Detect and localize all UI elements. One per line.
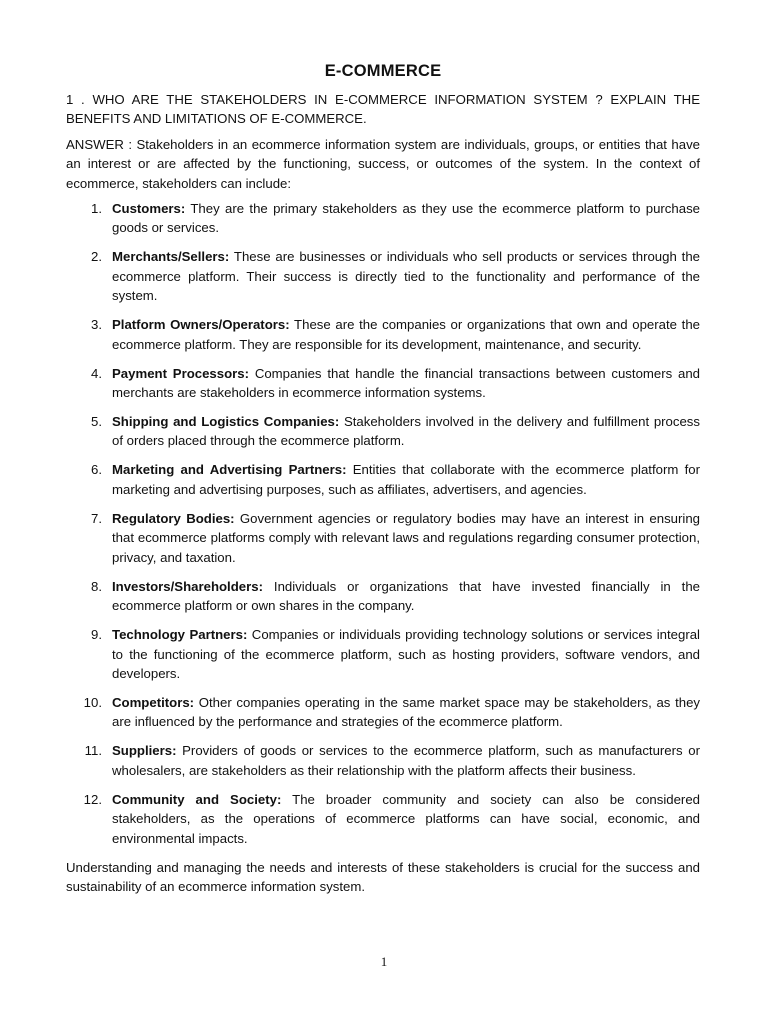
list-item-term: Community and Society: [112,791,282,807]
list-item [66,315,700,354]
list-item-number: 2. [91,249,102,265]
list-item [66,693,700,732]
list-item-description: Providers of goods or services to the ecommerce platform, such as manufacturers or wholesalers, are stakeholders as their relationship with the platform affects their business. [112,743,700,778]
conclusion-text: Understanding and managing the needs and interests of these stakeholders is crucial for the success and sustainability of an ecommerce information system. [66,859,700,894]
list-item-description: Other companies operating in the same market space may be stakeholders, as they are influenced by the performance and strategies of the ecommerce platform. [112,694,700,730]
list-item-term: Merchants/Sellers: [112,249,230,265]
list-item [66,364,700,403]
list-item-description: They are the primary stakeholders as they use the ecommerce platform to purchase goods or services. [112,201,700,236]
list-item-description: Stakeholders involved in the delivery and fulfillment process of orders placed through the ecommerce platform. [112,414,700,449]
list-item-description: The broader community and society can also be considered stakeholders, as the operations of ecommerce platforms can have social, economic, and environmental impacts. [112,791,700,846]
list-item-number: 10. [83,694,102,710]
list-item-term: Marketing and Advertising Partners: [112,462,347,478]
list-item-description: Government agencies or regulatory bodies may have an interest in ensuring that ecommerce platforms comply with relevant laws and regulations regarding consumer protection, privacy, and taxation. [112,510,700,565]
list-item [66,577,700,616]
stakeholder-list [66,199,700,848]
list-item-term: Competitors: [112,694,195,710]
list-item-term: Payment Processors: [112,365,250,381]
list-item [66,625,700,683]
list-item [66,741,700,780]
document-title: E-COMMERCE [324,62,442,80]
list-item [66,199,700,238]
list-item-number: 6. [91,462,102,478]
list-item-term: Suppliers: [112,743,177,759]
list-item-description: These are the companies or organizations that own and operate the ecommerce platform. They are responsible for its development, maintenance, and security. [112,317,700,352]
list-item-term: Regulatory Bodies: [112,510,235,526]
list-item-description: Individuals or organizations that have invested financially in the ecommerce platform or own shares in the company. [112,578,700,614]
document-page [66,58,700,902]
list-item [66,790,700,848]
list-item-number: 11. [84,743,102,759]
list-item-number: 4. [91,365,102,381]
list-item-term: Investors/Shareholders: [112,578,263,594]
list-item-number: 8. [91,578,102,594]
list-item-number: 7. [91,510,102,526]
list-item-term: Technology Partners: [112,627,248,643]
list-item-number: 12. [83,791,102,807]
question-text: 1 . WHO ARE THE STAKEHOLDERS IN E-COMMERCE INFORMATION SYSTEM ? EXPLAIN THE BENEFITS AND LIMITATIONS OF E-COMMERCE. [66,92,700,127]
list-item-term: Customers: [112,201,186,217]
page-number: 1 [380,954,388,969]
list-item-number: 3. [91,317,102,333]
list-item-description: Companies that handle the financial transactions between customers and merchants are stakeholders in ecommerce information systems. [112,365,701,401]
list-item-term: Platform Owners/Operators: [112,317,290,333]
list-item [66,509,700,567]
list-item-number: 9. [91,627,102,643]
list-item [66,460,700,499]
list-item-description: Entities that collaborate with the ecommerce platform for marketing and advertising purposes, such as affiliates, advertisers, and agencies. [112,462,700,497]
list-item [66,247,700,305]
list-item-term: Shipping and Logistics Companies: [112,414,340,430]
answer-intro: ANSWER : Stakeholders in an ecommerce information system are individuals, groups, or entities that have an interest or are affected by the functioning, success, or outcomes of the system. In the context of ecommerce, stakeholders can include: [66,136,700,191]
list-item-number: 5. [91,414,102,430]
list-item [66,412,700,451]
list-item-description: Companies or individuals providing technology solutions or services integral to the functioning of the ecommerce platform, such as hosting providers, software vendors, and developers. [112,627,700,681]
list-item-number: 1. [91,201,102,217]
list-item-description: These are businesses or individuals who sell products or services through the ecommerce platform. Their success is directly tied to the functionality and performance of the system. [112,249,700,304]
